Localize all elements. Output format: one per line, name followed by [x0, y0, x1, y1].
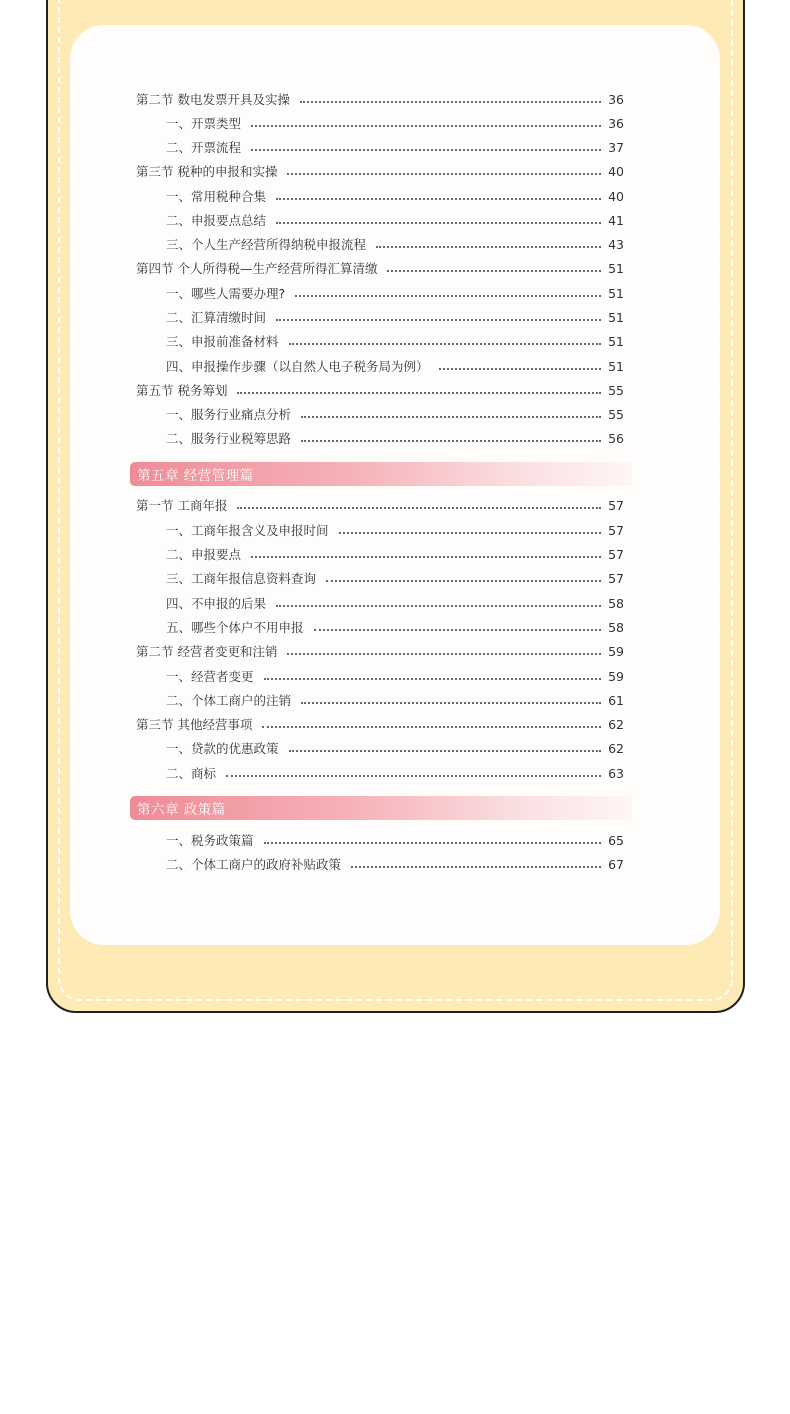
toc-row[interactable] — [136, 496, 624, 516]
toc-entry-title: 二、商标 — [166, 766, 217, 781]
toc-entry-title: 第四节 个人所得税—生产经营所得汇算清缴 — [136, 261, 378, 276]
toc-row[interactable] — [166, 357, 624, 377]
dot-leader — [295, 295, 601, 297]
chapter-5-header[interactable] — [130, 462, 632, 486]
toc-entry-title: 一、税务政策篇 — [166, 833, 254, 848]
dot-leader — [276, 319, 601, 321]
toc-page-number: 40 — [608, 164, 624, 179]
toc-entry-title: 三、工商年报信息资料查询 — [166, 571, 317, 586]
toc-row[interactable] — [166, 114, 624, 134]
toc-entry-title: 一、贷款的优惠政策 — [166, 741, 279, 756]
toc-row[interactable] — [166, 545, 624, 565]
dot-leader — [339, 532, 601, 534]
toc-page-number: 62 — [608, 717, 624, 732]
toc-row[interactable] — [136, 259, 624, 279]
dot-leader — [251, 556, 601, 558]
toc-page-number: 62 — [608, 741, 624, 756]
dot-leader — [289, 343, 601, 345]
dot-leader — [351, 866, 601, 868]
dot-leader — [237, 392, 601, 394]
toc-page-number: 57 — [608, 571, 624, 586]
toc-entry-title: 第三节 其他经营事项 — [136, 717, 253, 732]
toc-entry-title: 二、申报要点总结 — [166, 213, 267, 228]
toc-row[interactable] — [166, 855, 624, 875]
toc-row[interactable] — [166, 211, 624, 231]
toc-page-number: 40 — [608, 189, 624, 204]
toc-row[interactable] — [166, 691, 624, 711]
toc-page-number: 67 — [608, 857, 624, 872]
toc-row[interactable] — [166, 764, 624, 784]
toc-row[interactable] — [166, 187, 624, 207]
dot-leader — [264, 842, 601, 844]
dot-leader — [439, 368, 601, 370]
chapter-title: 第六章 政策篇 — [137, 802, 226, 818]
dot-leader — [300, 101, 601, 103]
toc-row[interactable] — [166, 284, 624, 304]
toc-entry-title: 第一节 工商年报 — [136, 498, 228, 513]
toc-row[interactable] — [166, 521, 624, 541]
dot-leader — [314, 629, 601, 631]
toc-entry-title: 第二节 经营者变更和注销 — [136, 644, 278, 659]
toc-row[interactable] — [166, 739, 624, 759]
dot-leader — [226, 775, 601, 777]
toc-entry-title: 二、服务行业税筹思路 — [166, 431, 292, 446]
toc-page-number: 43 — [608, 237, 624, 252]
dot-leader — [276, 605, 601, 607]
toc-entry-title: 一、工商年报含义及申报时间 — [166, 523, 329, 538]
toc-row[interactable] — [166, 308, 624, 328]
toc-page-number: 36 — [608, 92, 624, 107]
dot-leader — [276, 198, 601, 200]
toc-page-number: 61 — [608, 693, 624, 708]
toc-entry-title: 二、个体工商户的注销 — [166, 693, 292, 708]
dot-leader — [237, 507, 601, 509]
dot-leader — [287, 173, 601, 175]
toc-entry-title: 一、开票类型 — [166, 116, 242, 131]
dot-leader — [289, 750, 601, 752]
toc-entry-title: 第三节 税种的申报和实操 — [136, 164, 278, 179]
toc-page-number: 51 — [608, 261, 624, 276]
toc-entry-title: 四、申报操作步骤（以自然人电子税务局为例） — [166, 359, 429, 374]
toc-row[interactable] — [136, 715, 624, 735]
dot-leader — [301, 440, 601, 442]
dot-leader — [376, 246, 601, 248]
toc-row[interactable] — [166, 138, 624, 158]
dot-leader — [326, 580, 601, 582]
dot-leader — [387, 270, 601, 272]
dot-leader — [251, 125, 601, 127]
toc-row[interactable] — [166, 667, 624, 687]
dot-leader — [301, 702, 601, 704]
dot-leader — [264, 678, 601, 680]
toc-page-number: 51 — [608, 286, 624, 301]
toc-page-number: 51 — [608, 310, 624, 325]
toc-page-number: 55 — [608, 407, 624, 422]
dot-leader — [301, 416, 601, 418]
toc-page-number: 57 — [608, 498, 624, 513]
toc-entry-title: 第五节 税务筹划 — [136, 383, 228, 398]
toc-page-number: 57 — [608, 523, 624, 538]
toc-entry-title: 四、不申报的后果 — [166, 596, 267, 611]
toc-page-number: 59 — [608, 669, 624, 684]
toc-page-number: 41 — [608, 213, 624, 228]
toc-entry-title: 二、汇算清缴时间 — [166, 310, 267, 325]
chapter-title: 第五章 经营管理篇 — [137, 468, 254, 484]
toc-page-number: 65 — [608, 833, 624, 848]
dot-leader — [251, 149, 601, 151]
toc-page-number: 58 — [608, 620, 624, 635]
toc-page-number: 56 — [608, 431, 624, 446]
toc-row[interactable] — [166, 332, 624, 352]
toc-row[interactable] — [166, 235, 624, 255]
toc-entry-title: 一、常用税种合集 — [166, 189, 267, 204]
toc-entry-title: 二、开票流程 — [166, 140, 242, 155]
toc-row[interactable] — [136, 381, 624, 401]
toc-page-number: 63 — [608, 766, 624, 781]
toc-page-number: 57 — [608, 547, 624, 562]
toc-row[interactable] — [166, 569, 624, 589]
toc-row[interactable] — [136, 642, 624, 662]
toc-page-number: 51 — [608, 359, 624, 374]
toc-row[interactable] — [166, 831, 624, 851]
toc-page-number: 36 — [608, 116, 624, 131]
toc-row[interactable] — [136, 90, 624, 110]
toc-row[interactable] — [136, 162, 624, 182]
toc-page-number: 37 — [608, 140, 624, 155]
toc-page-number: 59 — [608, 644, 624, 659]
toc-entry-title: 三、个人生产经营所得纳税申报流程 — [166, 237, 367, 252]
toc-entry-title: 二、申报要点 — [166, 547, 242, 562]
dot-leader — [276, 222, 601, 224]
toc-row[interactable] — [166, 429, 624, 449]
toc-row[interactable] — [166, 618, 624, 638]
toc-entry-title: 二、个体工商户的政府补贴政策 — [166, 857, 342, 872]
toc-entry-title: 五、哪些个体户不用申报 — [166, 620, 304, 635]
toc-entry-title: 第二节 数电发票开具及实操 — [136, 92, 290, 107]
toc-page-number: 51 — [608, 334, 624, 349]
chapter-6-header[interactable] — [130, 796, 632, 820]
toc-entry-title: 一、服务行业痛点分析 — [166, 407, 292, 422]
dot-leader — [262, 726, 601, 728]
toc-entry-title: 一、经营者变更 — [166, 669, 254, 684]
toc-page-number: 55 — [608, 383, 624, 398]
toc-row[interactable] — [166, 405, 624, 425]
dot-leader — [287, 653, 601, 655]
toc-page-number: 58 — [608, 596, 624, 611]
toc-row[interactable] — [166, 594, 624, 614]
toc-entry-title: 三、申报前准备材料 — [166, 334, 279, 349]
toc-entry-title: 一、哪些人需要办理? — [166, 286, 286, 301]
